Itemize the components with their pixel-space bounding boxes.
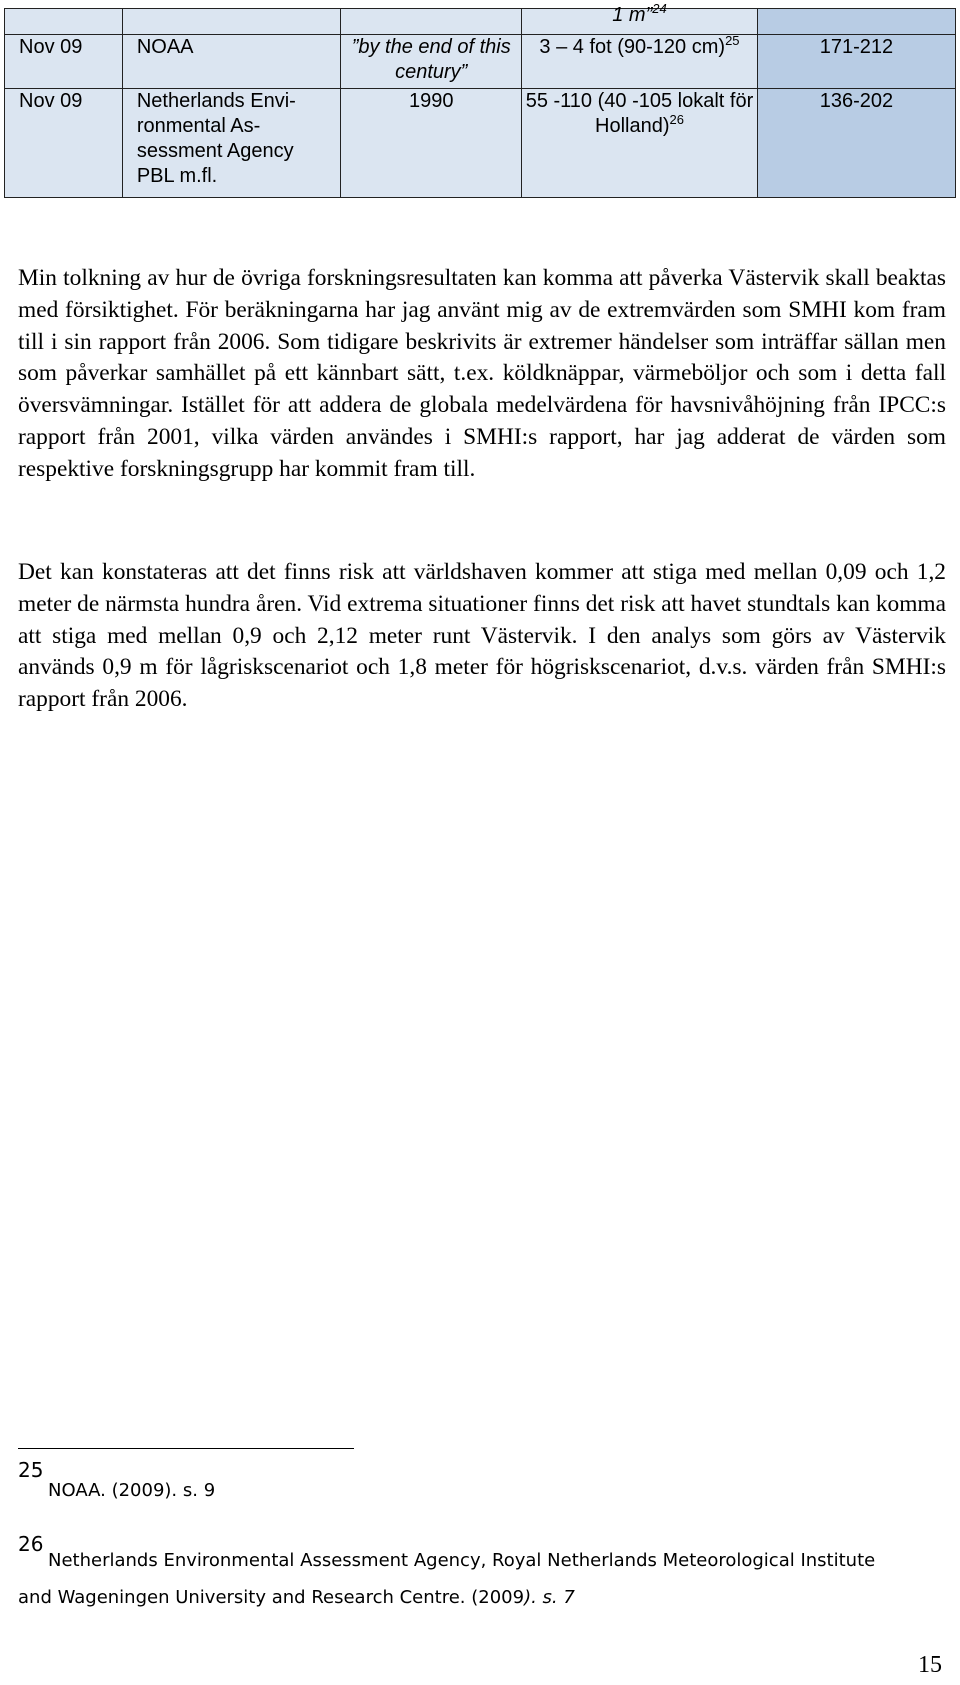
page-number: 15 [918, 1652, 942, 1678]
table-cell [122, 9, 340, 35]
footnote-number: 25 [18, 1458, 44, 1482]
rise-cell: 55 -110 (40 -105 lokalt för Holland)$^{26}$ [522, 89, 758, 198]
source-cell: NOAA [122, 35, 340, 89]
footnote-text: Netherlands Environmental Assessment Agency, Royal Netherlands Meteorological Institute [48, 1550, 876, 1571]
footnote-separator [18, 1448, 354, 1449]
table-cell [341, 9, 522, 35]
range-cell: 136-202 [757, 89, 955, 198]
table-row [5, 9, 956, 35]
table-cell [757, 9, 955, 35]
table-row [5, 89, 956, 198]
table-row [5, 35, 956, 89]
rise-cell: 3 – 4 fot (90-120 cm)$^{25}$ [522, 35, 758, 89]
range-cell: 171-212 [757, 35, 955, 89]
source-cell: Netherlands Envi-ronmental As-sessment Agency PBL m.fl. [122, 89, 340, 198]
body-paragraph: Min tolkning av hur de övriga forskningsresultaten kan komma att påverka Västervik skall beaktas med försiktighet. För beräkningarna har jag använt mig av de extremvärden som SMHI kom fram till i sin rapport från 2006. Som tidigare beskrivits är extremer händelser som inträffar sällan men som påverkar samhället på ett kännbart sätt, t.ex. köldknäppar, värmeböljor och som i detta fall översvämningar. Istället för att addera de globala medelvärdena för havsnivåhöjning från IPCC:s rapport från 2001, vilka värden användes i SMHI:s rapport, har jag adderat de värden som respektive forskningsgrupp har kommit fram till. [18, 265, 946, 482]
footnote-text-continued: and Wageningen University and Research Centre. (2009). s. 7 [18, 1587, 575, 1608]
footnote-number: 26 [18, 1532, 44, 1556]
date-cell: Nov 09 [5, 35, 123, 89]
footnote-text: NOAA. (2009). s. 9 [48, 1480, 216, 1501]
period-cell: ”by the end of this century” [341, 35, 522, 89]
period-cell: 1990 [341, 89, 522, 198]
table-cell [5, 9, 123, 35]
partial-rise-cell: 1 m”$^{24}$ [612, 1, 667, 26]
date-cell: Nov 09 [5, 89, 123, 198]
table-cell [522, 1, 758, 35]
sea-level-table [4, 1, 956, 198]
body-paragraph: Det kan konstateras att det finns risk att världshaven kommer att stiga med mellan 0,09 och 1,2 meter de närmsta hundra åren. Vid extrema situationer finns det risk att havet stundtals kan komma att stiga med mellan 0,9 och 2,12 meter runt Västervik. I den analys som görs av Västervik används 0,9 m för lågriskscenariot och 1,8 meter för högriskscenariot, d.v.s. värden från SMHI:s rapport från 2006. [18, 559, 946, 713]
